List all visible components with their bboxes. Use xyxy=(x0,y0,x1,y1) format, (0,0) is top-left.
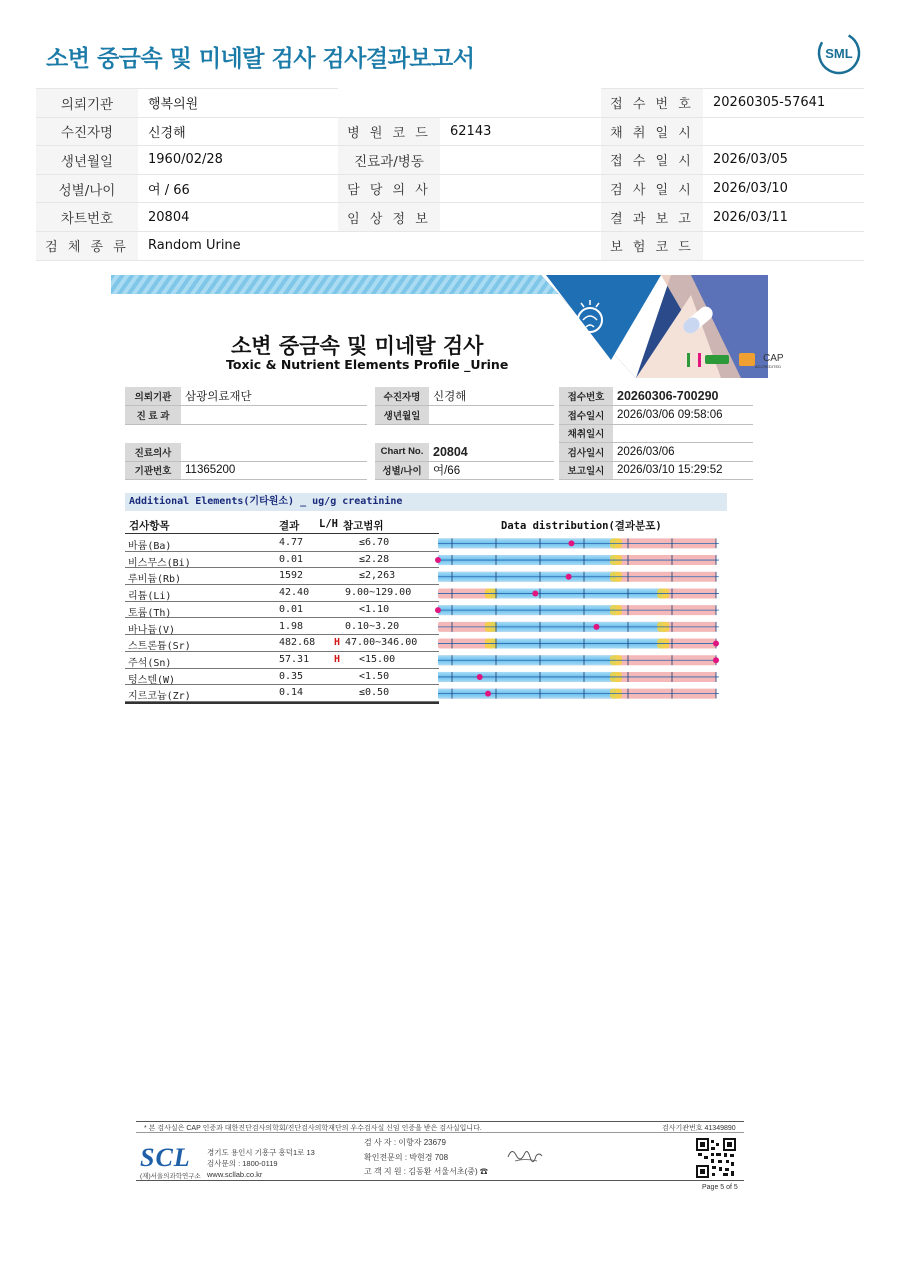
footer-agency-no: 검사기관번호 41349890 xyxy=(662,1125,736,1132)
footer-website[interactable]: www.scllab.co.kr xyxy=(207,1170,263,1179)
label-department: 진료과/병동 xyxy=(338,146,440,175)
reference-range: 0.10~3.20 xyxy=(345,620,400,632)
value-requesting-institution: 행복의원 xyxy=(138,89,338,118)
test-item-name: 바나듐(V) xyxy=(128,624,176,636)
test-item-name: 텅스텐(W) xyxy=(128,674,176,686)
column-result: 결과 xyxy=(279,520,300,532)
report-info-row xyxy=(125,443,753,462)
info-row xyxy=(36,146,864,175)
qr-code-icon xyxy=(696,1138,736,1178)
label-test-date: 검 사 일 시 xyxy=(601,174,703,203)
value-receipt-time: 2026/03/06 09:58:06 xyxy=(613,406,753,425)
reference-range: 47.00~346.00 xyxy=(345,637,418,649)
value-specimen: Random Urine xyxy=(138,231,338,260)
value-chart-no: 20804 xyxy=(138,203,338,232)
footer-address: 경기도 용인시 기흥구 흥덕1로 13 xyxy=(207,1148,315,1157)
result-marker xyxy=(713,657,719,663)
report-info-row xyxy=(125,424,753,443)
test-result: 42.40 xyxy=(279,587,310,599)
test-result: 4.77 xyxy=(279,537,304,548)
scl-name: (재)서울의과학연구소 xyxy=(140,1173,201,1180)
result-marker xyxy=(532,590,538,596)
test-item-name: 바륨(Ba) xyxy=(128,541,172,552)
result-marker xyxy=(568,540,574,546)
footer-tester: 검 사 자 : 이향자 23679 xyxy=(364,1138,446,1147)
test-item-name: 스트론튬(Sr) xyxy=(128,641,191,653)
value-birth-date: 1960/02/28 xyxy=(138,146,338,175)
info-row xyxy=(36,203,864,232)
label-report-time: 보고일시 xyxy=(559,461,613,480)
label-specimen: 검 체 종 류 xyxy=(36,231,138,260)
label-report-doctor: 진료의사 xyxy=(125,443,181,462)
value-collection-date xyxy=(703,117,864,146)
column-distribution: Data distribution(결과분포) xyxy=(501,520,662,532)
test-item-name: 비스무스(Bi) xyxy=(128,557,191,569)
value-report-test-date: 2026/03/06 xyxy=(613,443,753,462)
label-requesting-institution: 의뢰기관 xyxy=(36,89,138,118)
table-row xyxy=(125,619,439,636)
test-result: 1592 xyxy=(279,570,304,582)
page-number: Page 5 of 5 xyxy=(702,1184,738,1191)
report-info-row xyxy=(125,461,753,480)
value-receipt-date: 2026/03/05 xyxy=(703,146,864,175)
table-row xyxy=(125,552,439,569)
value-report-receipt-no: 20260306-700290 xyxy=(613,387,753,406)
table-row xyxy=(125,669,439,686)
value-hospital-code: 62143 xyxy=(440,117,601,146)
label-institution-no: 기관번호 xyxy=(125,461,181,480)
value-doctor xyxy=(440,174,601,203)
value-institution-no: 11365200 xyxy=(181,461,367,480)
footer-specialist: 확인전문의 : 박현경 708 xyxy=(364,1153,449,1162)
label-report-chart-no: Chart No. xyxy=(375,443,429,462)
label-receipt-date: 접 수 일 시 xyxy=(601,146,703,175)
value-test-date: 2026/03/10 xyxy=(703,174,864,203)
test-item-name: 토륨(Th) xyxy=(128,607,172,619)
result-marker xyxy=(477,674,483,680)
sml-logo-text: SML xyxy=(825,46,853,61)
report-subtitle: Toxic & Nutrient Elements Profile _Urine xyxy=(226,357,509,372)
reference-range: <1.10 xyxy=(359,603,390,615)
header-rule xyxy=(125,533,439,534)
value-report-time: 2026/03/10 15:29:52 xyxy=(613,461,753,480)
info-row xyxy=(36,231,864,260)
info-row xyxy=(36,117,864,146)
column-range: 참고범위 xyxy=(343,520,384,532)
table-row xyxy=(125,535,439,552)
test-result: 0.35 xyxy=(279,670,304,682)
value-report-sex-age: 여/66 xyxy=(429,461,554,480)
result-marker xyxy=(435,557,441,563)
test-item-name: 주석(Sn) xyxy=(128,657,172,669)
info-row xyxy=(36,174,864,203)
value-institution: 삼광의료재단 xyxy=(181,387,367,406)
value-birth xyxy=(429,406,554,425)
value-name: 신경해 xyxy=(429,387,554,406)
label-collection-date: 채 취 일 시 xyxy=(601,117,703,146)
green-cert-icon xyxy=(705,355,729,364)
label-name: 수진자명 xyxy=(375,387,429,406)
distribution-bar xyxy=(438,538,719,548)
page-title: 소변 중금속 및 미네랄 검사 검사결과보고서 xyxy=(46,46,475,72)
orange-cert-icon xyxy=(739,353,755,366)
svg-text:CAP: CAP xyxy=(763,353,784,364)
test-result: 1.98 xyxy=(279,620,304,632)
label-clinical-info: 임 상 정 보 xyxy=(338,203,440,232)
value-report-date: 2026/03/11 xyxy=(703,203,864,232)
test-item-name: 지르코늄(Zr) xyxy=(128,691,191,703)
label-receipt-no: 접 수 번 호 xyxy=(601,89,703,118)
table-row xyxy=(125,585,439,602)
distribution-bar xyxy=(438,639,719,649)
test-result: 0.01 xyxy=(279,603,304,615)
result-marker xyxy=(593,624,599,630)
svg-text:ACCREDITED: ACCREDITED xyxy=(755,364,782,369)
label-sex-age: 성별/나이 xyxy=(36,174,138,203)
label-patient-name: 수진자명 xyxy=(36,117,138,146)
value-collection-time xyxy=(613,424,753,443)
reference-range: 9.00~129.00 xyxy=(345,587,412,599)
label-report-sex-age: 성별/나이 xyxy=(375,461,429,480)
value-clinical-info xyxy=(440,203,601,232)
table-row xyxy=(125,602,439,619)
distribution-bar xyxy=(435,555,719,565)
report-patient-table xyxy=(125,387,753,480)
label-birth: 생년월일 xyxy=(375,406,429,425)
label-report-receipt-no: 접수번호 xyxy=(559,387,613,406)
info-row xyxy=(36,89,864,118)
value-report-department xyxy=(181,406,367,425)
result-marker xyxy=(566,574,572,580)
value-patient-name: 신경해 xyxy=(138,117,338,146)
column-item: 검사항목 xyxy=(129,520,170,532)
report-info-row xyxy=(125,406,753,425)
label-report-test-date: 검사일시 xyxy=(559,443,613,462)
result-marker xyxy=(713,641,719,647)
decorative-stripe-bar xyxy=(111,275,561,294)
test-result: 0.14 xyxy=(279,687,304,699)
high-low-flag: H xyxy=(334,653,341,665)
value-sex-age: 여 / 66 xyxy=(138,174,338,203)
test-item-name: 루비듐(Rb) xyxy=(128,574,182,586)
certification-logos xyxy=(683,351,768,369)
sml-logo xyxy=(816,30,862,76)
distribution-bar xyxy=(438,572,719,582)
distribution-bar xyxy=(438,655,719,665)
distribution-bar xyxy=(438,672,719,682)
report-title: 소변 중금속 및 미네랄 검사 xyxy=(231,334,484,358)
value-report-doctor xyxy=(181,443,367,462)
test-result: 57.31 xyxy=(279,653,310,665)
table-row xyxy=(125,652,439,669)
value-receipt-no: 20260305-57641 xyxy=(703,89,864,118)
label-birth-date: 생년월일 xyxy=(36,146,138,175)
rows-bottom-rule xyxy=(125,702,439,704)
reference-range: ≤6.70 xyxy=(359,537,390,548)
reference-range: <15.00 xyxy=(359,653,396,665)
label-insurance-code: 보 험 코 드 xyxy=(601,231,703,260)
test-result: 482.68 xyxy=(279,637,316,649)
reference-range: <1.50 xyxy=(359,670,390,682)
test-result: 0.01 xyxy=(279,553,304,565)
footer-divider xyxy=(136,1132,744,1133)
footer-note: * 본 검사실은 CAP 인증과 대한진단검사의학회/진단검사의학재단의 우수검사실 신임 인증을 받은 검사실입니다. xyxy=(144,1125,482,1132)
reference-range: ≤2,263 xyxy=(359,570,396,582)
lh-mark-icon xyxy=(687,353,701,367)
distribution-bar xyxy=(438,588,719,598)
reference-range: ≤2.28 xyxy=(359,553,390,565)
label-chart-no: 차트번호 xyxy=(36,203,138,232)
test-item-name: 리튬(Li) xyxy=(128,591,172,603)
footer-customer-support: 고 객 지 원 : 김동환 서울서초(중) ☎ xyxy=(364,1167,488,1176)
reference-range: ≤0.50 xyxy=(359,687,390,699)
result-marker xyxy=(485,691,491,697)
value-report-chart-no: 20804 xyxy=(429,443,554,462)
label-report-date: 결 과 보 고 xyxy=(601,203,703,232)
patient-info-table xyxy=(36,88,864,261)
distribution-bar xyxy=(435,605,719,615)
footer-rule xyxy=(136,1121,744,1122)
result-marker xyxy=(435,607,441,613)
footer-phone: 검사문의 : 1800-0119 xyxy=(207,1159,278,1168)
value-department xyxy=(440,146,601,175)
distribution-bar xyxy=(438,622,719,632)
label-institution: 의뢰기관 xyxy=(125,387,181,406)
report-info-row xyxy=(125,387,753,406)
table-row xyxy=(125,568,439,585)
label-receipt-time: 접수일시 xyxy=(559,406,613,425)
label-report-department: 진 료 과 xyxy=(125,406,181,425)
embedded-report xyxy=(111,275,784,705)
table-row xyxy=(125,685,439,702)
distribution-bar xyxy=(438,689,719,699)
scl-logo: SCL xyxy=(140,1143,191,1172)
footer-bottom-rule xyxy=(136,1180,744,1181)
label-doctor: 담 당 의 사 xyxy=(338,174,440,203)
value-insurance-code xyxy=(703,231,864,260)
high-low-flag: H xyxy=(334,637,341,649)
section-title: Additional Elements(기타원소) _ ug/g creatinine xyxy=(125,493,727,511)
label-collection-time: 채취일시 xyxy=(559,424,613,443)
distribution-chart xyxy=(436,534,721,704)
signature-icon xyxy=(505,1143,545,1167)
table-row xyxy=(125,635,439,652)
label-hospital-code: 병 원 코 드 xyxy=(338,117,440,146)
column-lh: L/H xyxy=(319,518,338,530)
